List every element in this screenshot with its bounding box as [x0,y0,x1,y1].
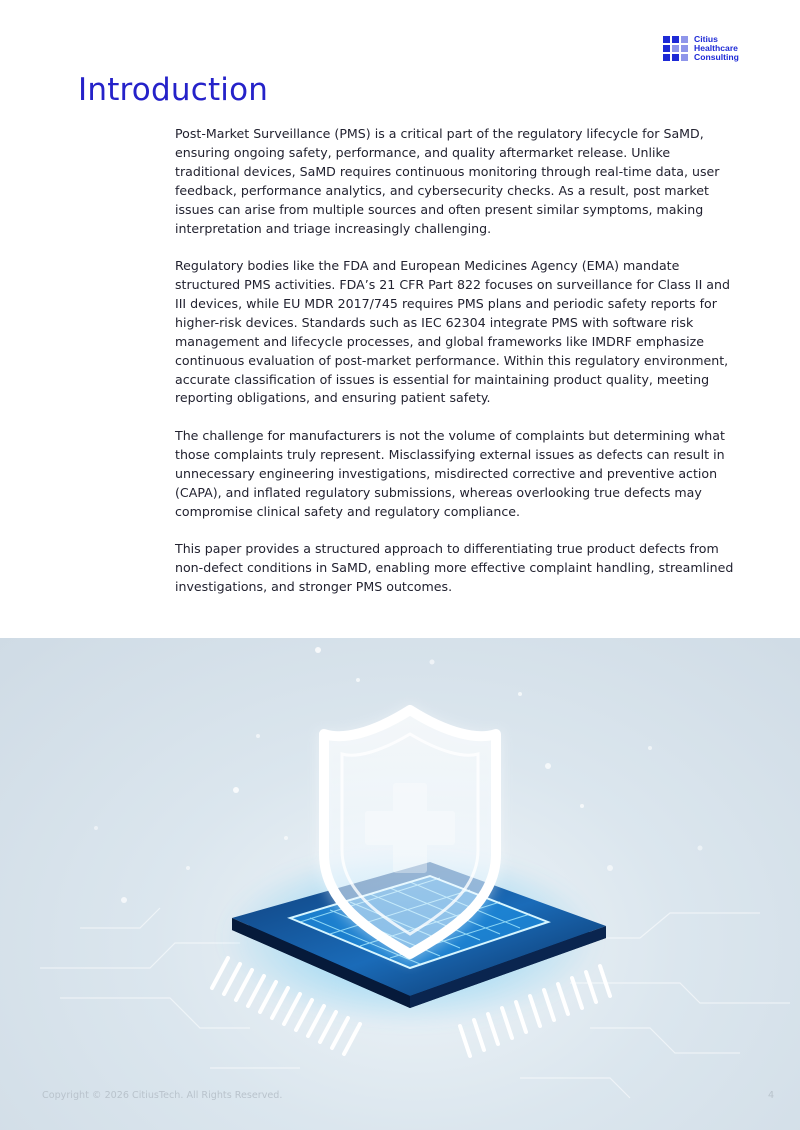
logo-grid-icon [663,36,688,61]
logo-line-3: Consulting [694,51,739,62]
paragraph-1: Post-Market Surveillance (PMS) is a critical part of the regulatory lifecycle for SaMD, ensuring ongoing safety, performance, and quality aftermarket release. Unlike traditional devices, SaMD requires continuous monitoring through real-time data, user feedback, performance analytics, and cybersecurity checks. As a result, post market issues can arise from multiple sources and often present similar symptoms, making interpretation and triage increasingly challenging. [175,126,720,236]
logo-line-1: Citius [694,33,718,44]
footer-copyright: Copyright © 2026 CitiusTech. All Rights Reserved. [42,1090,283,1101]
intro-body [175,125,735,616]
logo-wordmark [694,35,739,62]
shield-chip-illustration [0,638,800,1130]
paragraph-4: This paper provides a structured approach to differentiating true product defects from non-defect conditions in SaMD, enabling more effective complaint handling, streamlined investigations, and stronger PMS outcomes. [175,541,734,595]
page-title: Introduction [78,72,269,108]
paragraph-3: The challenge for manufacturers is not the volume of complaints but determining what those complaints truly represent. Misclassifying external issues as defects can result in unnecessary engineering investigations, misdirected corrective and preventive action (CAPA), and inflated regulatory submissions, whereas overlooking true defects may compromise clinical safety and regulatory compliance. [175,428,725,519]
hero-image [0,638,800,1130]
paragraph-2: Regulatory bodies like the FDA and European Medicines Agency (EMA) mandate structured PMS activities. FDA’s 21 CFR Part 822 focuses on surveillance for Class II and III devices, while EU MDR 2017/745 requires PMS plans and periodic safety reports for higher-risk devices. Standards such as IEC 62304 integrate PMS with software risk management and lifecycle processes, and global frameworks like IMDRF emphasize continuous evaluation of post-market performance. Within this regulatory environment, accurate classification of issues is essential for maintaining product quality, meeting reporting obligations, and ensuring patient safety. [175,258,730,406]
logo-line-2: Healthcare [694,42,738,53]
page-number: 4 [768,1090,775,1101]
company-logo [663,33,763,63]
